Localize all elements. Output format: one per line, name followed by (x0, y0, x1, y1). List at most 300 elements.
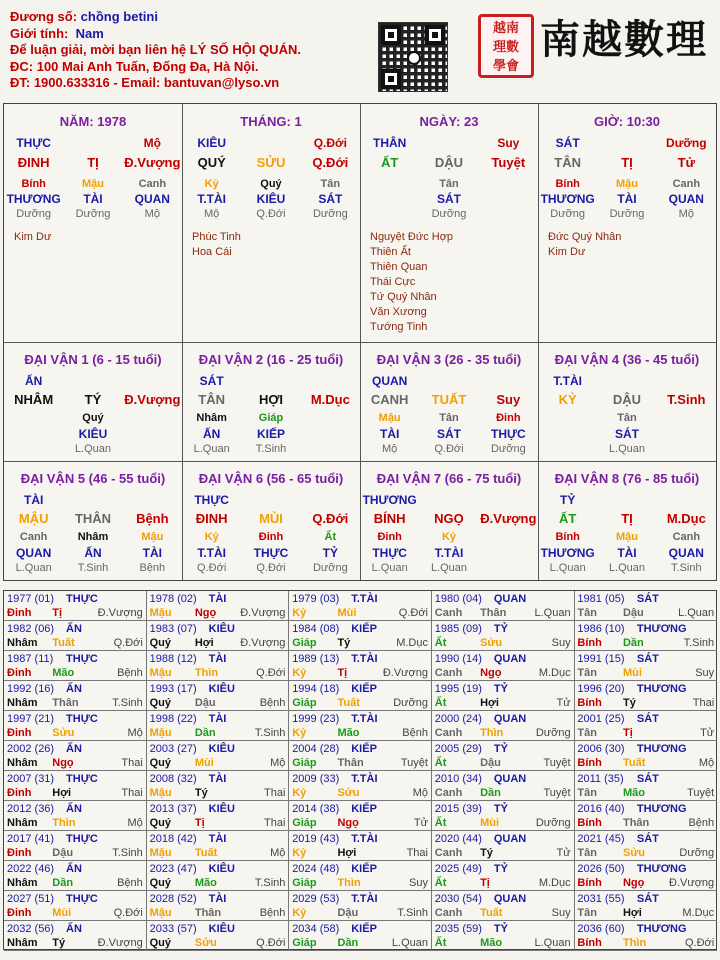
heaven-shen-2 (123, 493, 182, 507)
year-stem: Mậu (149, 607, 172, 619)
star-item: Tướng Tinh (370, 321, 428, 333)
year-branch: Tý (52, 937, 66, 949)
year-label: 2015 (39) (434, 803, 482, 815)
year-stem: Bính (577, 757, 602, 769)
ten-god-label: QUAN (493, 593, 527, 605)
annual-cell (147, 741, 290, 771)
hidden-stem-1: Quý (260, 178, 282, 190)
heaven-shen-1 (419, 493, 478, 507)
year-label: 1986 (10) (577, 623, 625, 635)
pillar-title: NĂM: 1978 (59, 114, 127, 129)
life-stage-2 (657, 443, 716, 455)
heaven-shen-1 (63, 374, 122, 388)
annual-cell (289, 681, 432, 711)
hidden-stem-1: Tân (439, 178, 459, 190)
year-stem: Giáp (292, 937, 317, 949)
hidden-shen-2: TÀI (142, 546, 162, 560)
star-item: Đức Quý Nhân (548, 231, 622, 243)
year-stem: Nhâm (7, 877, 38, 889)
stem-branch-2: Tuyệt (491, 155, 526, 170)
year-label: 2022 (46) (7, 863, 55, 875)
star-item: Hoa Cái (192, 246, 232, 258)
annual-cell (4, 831, 147, 861)
annual-cell (4, 861, 147, 891)
year-label: 1993 (17) (149, 683, 197, 695)
life-stage-0 (4, 443, 63, 455)
year-life-stage: M.Dục (396, 637, 428, 649)
annual-cell (574, 621, 717, 651)
year-label: 2003 (27) (149, 743, 197, 755)
logo-calligraphy: 南越數理 (540, 16, 708, 63)
year-stem: Mậu (149, 907, 172, 919)
year-label: 2036 (60) (577, 923, 625, 935)
year-stem: Đinh (7, 847, 32, 859)
hidden-shen-1: SÁT (436, 427, 461, 441)
ten-god-label: T.TÀI (351, 653, 378, 665)
year-branch: Thìn (480, 727, 504, 739)
stem-branch-1: HỢI (258, 392, 284, 407)
year-stem: Quý (149, 817, 171, 829)
year-label: 1983 (07) (149, 623, 197, 635)
year-branch: Tị (194, 817, 205, 829)
dai-van-7 (538, 461, 716, 580)
year-stem: Tân (577, 607, 597, 619)
life-stage-2: Dưỡng (490, 443, 526, 455)
ten-god-label: TỶ (493, 923, 508, 935)
year-branch: Dậu (194, 697, 216, 709)
ten-god-label: KIÊU (208, 863, 235, 875)
year-branch: Mão (52, 667, 75, 679)
year-branch: Mùi (194, 757, 214, 769)
year-label: 2012 (36) (7, 803, 55, 815)
hidden-shen-2: QUAN (668, 192, 704, 206)
ten-god-label: TỶ (493, 803, 508, 815)
ten-god-label: ẤN (66, 803, 82, 815)
year-label: 2001 (25) (577, 713, 625, 725)
ten-god-label: TỶ (493, 743, 508, 755)
heaven-shen-0: SÁT (199, 374, 224, 388)
hidden-shen-0 (360, 192, 419, 206)
year-branch: Thân (480, 607, 507, 619)
year-stem: Nhâm (7, 697, 38, 709)
dai-van-title: ĐẠI VẬN 8 (76 - 85 tuổi) (554, 471, 700, 486)
stem-branch-2: M.Dục (310, 392, 350, 407)
year-life-stage: M.Dục (682, 907, 715, 919)
hidden-stem-1: Tân (617, 412, 637, 424)
ten-god-label: THỰC (66, 713, 98, 725)
year-stem: Kỷ (292, 667, 307, 679)
year-label: 1984 (08) (292, 623, 340, 635)
hidden-shen-0: THƯƠNG (540, 192, 595, 206)
gioi-tinh-label: Giới tính: (10, 25, 69, 41)
annual-cell (289, 591, 432, 621)
stem-branch-2: Đ.Vượng (480, 511, 537, 526)
annual-cell (432, 831, 575, 861)
year-life-stage: Thai (121, 757, 143, 769)
life-stage-0: Mộ (382, 443, 398, 455)
year-branch: Tị (52, 607, 63, 619)
heaven-shen-2: Suy (497, 136, 520, 150)
annual-cell (432, 651, 575, 681)
year-branch: Dần (480, 787, 501, 799)
annual-cell (432, 591, 575, 621)
year-label: 1990 (14) (434, 653, 482, 665)
year-life-stage: Tử (556, 697, 571, 709)
stem-branch-1: TUẤT (431, 392, 467, 407)
life-stage-2: T.Sinh (671, 562, 702, 574)
star-item: Thiên Ất (370, 246, 411, 258)
stem-branch-1: MÙI (259, 511, 283, 526)
hidden-shen-1: KIÊU (78, 427, 108, 441)
year-life-stage: Dưỡng (535, 727, 571, 739)
stem-branch-0: CANH (370, 392, 409, 407)
life-stage-1: Q.Đới (256, 562, 286, 574)
stars-list (548, 230, 621, 260)
heaven-shen-2 (301, 493, 360, 507)
year-label: 2033 (57) (149, 923, 197, 935)
year-stem: Mậu (149, 727, 172, 739)
heaven-shen-1 (241, 493, 300, 507)
ten-god-label: TÀI (208, 653, 227, 665)
year-label: 2017 (41) (7, 833, 55, 845)
year-life-stage: Suy (551, 637, 571, 649)
hidden-shen-2 (479, 546, 538, 560)
annual-cell (574, 711, 717, 741)
hidden-shen-0 (4, 427, 63, 441)
hidden-stem-2 (479, 178, 538, 190)
ten-god-label: ẤN (66, 923, 82, 935)
year-stem: Canh (434, 667, 463, 679)
dai-van-4 (4, 461, 182, 580)
dai-van-3 (538, 342, 716, 461)
ten-god-label: THỰC (66, 653, 98, 665)
year-label: 2021 (45) (577, 833, 625, 845)
year-label: 1996 (20) (577, 683, 625, 695)
year-life-stage: Dưỡng (393, 697, 428, 709)
hidden-stem-2: Canh (138, 178, 167, 190)
annual-cell (147, 591, 290, 621)
stem-branch-2: T.Sinh (667, 392, 706, 407)
stem-branch-1: TỊ (87, 155, 99, 170)
heaven-shen-2 (479, 493, 538, 507)
life-stage-2: Mộ (144, 208, 160, 220)
ten-god-label: KIẾP (351, 743, 377, 755)
year-branch: Thìn (622, 937, 647, 949)
year-life-stage: Suy (551, 907, 571, 919)
annual-cell (289, 771, 432, 801)
year-life-stage: Mộ (127, 727, 143, 739)
annual-cell (289, 831, 432, 861)
ten-god-label: SÁT (636, 713, 659, 725)
hidden-shen-2 (657, 427, 716, 441)
ten-god-label: ẤN (66, 863, 82, 875)
year-life-stage: Tuyệt (543, 787, 571, 799)
year-stem: Kỷ (292, 787, 307, 799)
year-life-stage: T.Sinh (112, 697, 143, 709)
year-label: 1985 (09) (434, 623, 482, 635)
hidden-stem-1: Mậu (615, 531, 638, 543)
year-life-stage: Bệnh (259, 907, 286, 919)
year-life-stage: Q.Đới (398, 607, 428, 619)
year-branch: Tị (337, 667, 348, 679)
pillar-3 (538, 104, 716, 342)
ten-god-label: TÀI (208, 593, 227, 605)
pillar-title: GIỜ: 10:30 (593, 114, 660, 129)
stars-list (192, 230, 241, 260)
life-stage-1: Dưỡng (75, 208, 111, 220)
star-item: Thái Cực (370, 276, 416, 288)
life-stage-2: Bệnh (139, 562, 166, 574)
hidden-stem-1: Tân (439, 412, 459, 424)
life-stage-1: L.Quan (430, 562, 468, 574)
year-life-stage: Suy (409, 877, 428, 889)
year-label: 2028 (52) (149, 893, 197, 905)
star-item: Phúc Tinh (192, 231, 241, 243)
hidden-stem-0: Kỷ (204, 178, 219, 190)
year-life-stage: Thai (692, 697, 715, 709)
year-branch: Tuất (480, 907, 503, 919)
year-branch: Sửu (194, 937, 217, 949)
ten-god-label: THƯƠNG (636, 803, 687, 815)
year-stem: Giáp (292, 757, 317, 769)
annual-cell (147, 861, 290, 891)
annual-cell (4, 621, 147, 651)
year-stem: Quý (149, 877, 171, 889)
stem-branch-0: KỶ (558, 392, 577, 407)
red-seal-stamp: 越南 理數 學會 (478, 14, 534, 78)
life-stage-2: Mộ (678, 208, 694, 220)
annual-cell (432, 741, 575, 771)
ten-god-label: ẤN (66, 683, 82, 695)
heaven-shen-0: KIÊU (197, 136, 226, 150)
year-label: 2027 (51) (7, 893, 55, 905)
hidden-stem-2: Mậu (141, 531, 164, 543)
year-branch: Mão (194, 877, 217, 889)
ten-god-label: SÁT (636, 593, 659, 605)
year-label: 2019 (43) (292, 833, 340, 845)
ten-god-label: THƯƠNG (636, 623, 687, 635)
year-stem: Nhâm (7, 817, 38, 829)
year-life-stage: Thai (263, 817, 286, 829)
year-label: 1992 (16) (7, 683, 55, 695)
year-label: 1980 (04) (434, 593, 482, 605)
ten-god-label: THỰC (66, 893, 98, 905)
year-life-stage: Q.Đới (113, 907, 143, 919)
heaven-shen-2 (301, 374, 360, 388)
year-life-stage: L.Quan (391, 937, 428, 949)
ten-god-label: SÁT (636, 653, 659, 665)
dai-van-title: ĐẠI VẬN 6 (56 - 65 tuổi) (198, 471, 344, 486)
hidden-shen-0: T.TÀI (197, 546, 226, 560)
year-branch: Dần (194, 727, 216, 739)
year-stem: Quý (149, 937, 171, 949)
annual-cell (432, 861, 575, 891)
year-branch: Mão (622, 787, 645, 799)
life-stage-2 (479, 562, 538, 574)
hidden-stem-2: Ất (324, 531, 337, 543)
year-branch: Mùi (480, 817, 500, 829)
year-stem: Đinh (7, 667, 32, 679)
hidden-stem-1: Mậu (615, 178, 638, 190)
ten-god-label: KIẾP (351, 623, 377, 635)
ten-god-label: THƯƠNG (636, 863, 687, 875)
annual-cell (147, 831, 290, 861)
annual-cell (289, 891, 432, 921)
year-branch: Thìn (337, 877, 361, 889)
year-label: 1981 (05) (577, 593, 625, 605)
year-stem: Quý (149, 637, 171, 649)
ten-god-label: TÀI (208, 713, 227, 725)
year-stem: Ất (434, 877, 447, 889)
dai-van-5 (182, 461, 360, 580)
hidden-stem-1: Đinh (258, 531, 284, 543)
year-stem: Bính (577, 697, 602, 709)
year-label: 1994 (18) (292, 683, 340, 695)
heaven-shen-2: Q.Đới (313, 136, 347, 150)
annual-luck-grid (3, 590, 717, 950)
heaven-shen-0: THỰC (16, 136, 51, 150)
ten-god-label: T.TÀI (351, 713, 378, 725)
annual-cell (289, 651, 432, 681)
year-stem: Tân (577, 787, 597, 799)
hidden-shen-0: THỰC (372, 546, 407, 560)
stem-branch-2: Suy (496, 392, 521, 407)
annual-cell (4, 651, 147, 681)
dai-van-6 (360, 461, 538, 580)
gioi-tinh-value: Nam (75, 25, 104, 41)
year-life-stage: T.Sinh (254, 727, 286, 739)
year-branch: Thân (337, 757, 364, 769)
heaven-shen-2: Mộ (143, 136, 161, 150)
ten-god-label: THƯƠNG (636, 923, 687, 935)
year-stem: Đinh (7, 907, 32, 919)
year-stem: Nhâm (7, 757, 38, 769)
ten-god-label: KIÊU (208, 923, 235, 935)
year-life-stage: Bệnh (117, 667, 143, 679)
hidden-shen-1: KIÊU (256, 192, 286, 206)
ten-god-label: KIẾP (351, 683, 377, 695)
year-life-stage: L.Quan (678, 607, 715, 619)
year-life-stage: Đ.Vượng (97, 937, 143, 949)
stem-branch-2: Đ.Vượng (124, 155, 181, 170)
annual-cell (4, 921, 147, 951)
hidden-shen-2 (123, 427, 182, 441)
hidden-shen-2: SÁT (318, 192, 343, 206)
hidden-shen-1: THỰC (253, 546, 289, 560)
year-stem: Quý (149, 757, 171, 769)
year-branch: Ngọ (52, 757, 74, 769)
hidden-stem-0: Đinh (377, 531, 402, 543)
year-stem: Giáp (292, 637, 317, 649)
year-branch: Hợi (194, 637, 214, 649)
stem-branch-2: Đ.Vượng (124, 392, 181, 407)
annual-cell (289, 711, 432, 741)
hidden-shen-1: TÀI (617, 192, 637, 206)
annual-cell (4, 711, 147, 741)
life-stage-2 (301, 443, 360, 455)
annual-cell (147, 771, 290, 801)
dai-van-title: ĐẠI VẬN 2 (16 - 25 tuổi) (198, 352, 344, 367)
hidden-stem-2: Tân (320, 178, 341, 190)
year-stem: Quý (149, 697, 171, 709)
year-label: 1997 (21) (7, 713, 55, 725)
stem-branch-1: DẬU (612, 392, 642, 407)
year-label: 2005 (29) (434, 743, 482, 755)
hidden-shen-2: QUAN (668, 546, 704, 560)
year-branch: Mùi (337, 607, 357, 619)
hidden-shen-2: QUAN (134, 192, 170, 206)
dai-van-2 (360, 342, 538, 461)
heaven-shen-0: SÁT (555, 136, 580, 150)
annual-cell (289, 921, 432, 951)
year-life-stage: Mộ (412, 787, 428, 799)
annual-cell (4, 891, 147, 921)
heaven-shen-2 (657, 493, 716, 507)
heaven-shen-2 (479, 374, 538, 388)
year-stem: Canh (434, 847, 463, 859)
life-stage-2 (123, 443, 182, 455)
hidden-stem-0 (538, 412, 597, 424)
year-stem: Kỷ (292, 607, 307, 619)
year-life-stage: T.Sinh (254, 877, 286, 889)
year-label: 1989 (13) (292, 653, 340, 665)
heaven-shen-1 (419, 374, 478, 388)
life-stage-2 (479, 208, 538, 220)
qr-code[interactable] (378, 22, 448, 92)
year-stem: Giáp (292, 697, 317, 709)
year-label: 1995 (19) (434, 683, 482, 695)
year-stem: Tân (577, 727, 597, 739)
stem-branch-1: TỊ (621, 155, 633, 170)
year-stem: Bính (577, 637, 602, 649)
ten-god-label: T.TÀI (351, 593, 378, 605)
year-stem: Mậu (149, 787, 172, 799)
year-stem: Canh (434, 727, 463, 739)
year-life-stage: Dưỡng (679, 847, 715, 859)
life-stage-0 (360, 208, 419, 220)
year-stem: Đinh (7, 607, 32, 619)
stem-branch-0: MẬU (18, 511, 49, 526)
heaven-shen-1 (241, 374, 300, 388)
annual-cell (4, 801, 147, 831)
year-life-stage: Đ.Vượng (97, 607, 143, 619)
hidden-shen-0 (538, 427, 597, 441)
year-life-stage: T.Sinh (397, 907, 428, 919)
year-branch: Mùi (622, 667, 642, 679)
heaven-shen-0: TÀI (23, 493, 44, 507)
year-stem: Canh (434, 787, 463, 799)
heaven-shen-1 (241, 136, 300, 150)
year-label: 2002 (26) (7, 743, 55, 755)
ten-god-label: KIÊU (208, 683, 235, 695)
hidden-stem-1: Kỷ (441, 531, 457, 543)
annual-cell (147, 891, 290, 921)
stars-list (14, 230, 51, 245)
year-branch: Sửu (52, 727, 75, 739)
hidden-shen-1: SÁT (436, 192, 461, 206)
ten-god-label: KIẾP (351, 803, 377, 815)
pillar-title: THÁNG: 1 (240, 114, 302, 129)
ten-god-label: T.TÀI (351, 893, 378, 905)
hidden-stem-0: Mậu (378, 412, 401, 424)
year-branch: Mão (480, 937, 503, 949)
heaven-shen-2: Dưỡng (666, 136, 707, 150)
hidden-stem-1: Nhâm (77, 531, 109, 543)
year-label: 2009 (33) (292, 773, 340, 785)
hidden-stem-1: Giáp (258, 412, 284, 424)
stem-branch-1: DẬU (434, 155, 464, 170)
year-stem: Mậu (149, 667, 172, 679)
